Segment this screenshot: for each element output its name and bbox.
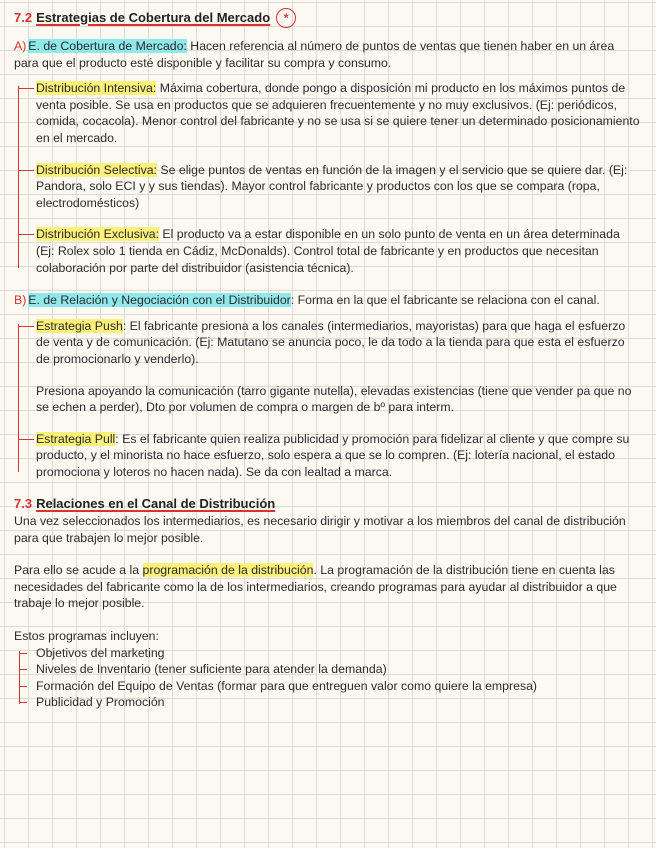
strategy-a-text: Hacen referencia al número de puntos de ventas que tienen haber en un área para que el producto esté disponible y facilitar su compra y consumo. — [14, 39, 615, 70]
strategy-a-intro — [14, 38, 640, 71]
programs-intro: Estos programas incluyen: — [14, 629, 159, 644]
section-7-3-heading — [14, 496, 640, 513]
programs-list — [14, 645, 640, 711]
strategy-a-letter: A) — [14, 39, 27, 53]
push-text: : El fabricante presiona a los canales (intermediarios, mayoristas) para que haga el esfuerzo de venta y de comunicación. (Ej: Matutano se anuncia poco, le da todo a la tienda para que esta el esfuerzo de promocionarlo y venderlo). — [36, 318, 626, 366]
coverage-strategies-list — [14, 80, 640, 276]
section-number: 7.3 — [14, 496, 33, 512]
strategy-b-label: E. de Relación y Negociación con el Distribuidor — [28, 293, 291, 308]
section-7-2-heading — [14, 8, 640, 28]
list-item — [36, 162, 640, 212]
item-text: El producto va a estar disponible en un solo punto de venta en un área determinada (Ej: Rolex solo 1 tienda en Cádiz, McDonalds). Control total de fabricante y en productos que necesitan colaboración por parte del distribuidor (asistencia técnica). — [36, 227, 620, 275]
section-title: Relaciones en el Canal de Distribución — [36, 496, 276, 512]
list-item: Niveles de Inventario (tener suficiente para atender la demanda) — [36, 661, 640, 678]
strategy-b-intro — [14, 292, 640, 309]
push-extra-paragraph: Presiona apoyando la comunicación (tarro gigante nutella), elevadas existencias (tiene que vender pa que no se echen a perder), Dto por volumen de compra o margen de bº para interm. — [36, 383, 632, 415]
list-item — [36, 318, 640, 368]
list-item: Objetivos del marketing — [36, 645, 640, 662]
paragraph-text: Para ello se acude a la — [14, 563, 143, 578]
item-label: Distribución Exclusiva: — [36, 227, 160, 242]
highlighted-term: programación de la distribución — [142, 563, 314, 578]
section-title: Estrategias de Cobertura del Mercado — [36, 9, 271, 25]
pull-text: : Es el fabricante quien realiza publicidad y promoción para fidelizar al cliente y que compre su producto, y el minorista no hace esfuerzo, solo espera a que se lo compren. (Ej: lotería nacional, el estado promociona y loteros no hacen nada). Se da con lealtad a marca. — [36, 431, 630, 479]
item-label: Distribución Selectiva: — [36, 162, 157, 177]
list-item: Publicidad y Promoción — [36, 694, 640, 711]
relationship-strategies-list — [14, 318, 640, 481]
item-text: Máxima cobertura, donde pongo a disposición mi producto en los máximos puntos de venta posible. Se usa en productos que se adquieren frecuentemente y no muy exclusivos. (Ej: periódicos, comida, cocacola). Menor control del fabricante y no se usa si se quiere tener un determinado posicionamiento en el mercado. — [36, 81, 640, 145]
strategy-b-text: : Forma en la que el fabricante se relaciona con el canal. — [290, 293, 600, 308]
strategy-a-label: E. de Cobertura de Mercado: — [28, 39, 187, 53]
paragraph-text: . La programación de la distribución tiene en cuenta las necesidades del fabricante como la de los intermediarios, creando programas para ayudar al distribuidor a que trabaje lo mejor posible. — [14, 563, 617, 611]
pull-label: Estrategia Pull — [36, 431, 116, 446]
list-item — [36, 80, 640, 146]
list-item — [36, 431, 640, 481]
notes-page — [14, 8, 640, 711]
section-7-3-paragraph-2 — [14, 562, 640, 612]
section-7-3-paragraph-1: Una vez seleccionados los intermediarios, es necesario dirigir y motivar a los miembros del canal de distribución para que trabajen lo mejor posible. — [14, 514, 626, 545]
strategy-b-letter: B) — [14, 293, 27, 308]
item-label: Distribución Intensiva: — [36, 81, 157, 96]
push-label: Estrategia Push — [36, 318, 123, 333]
item-text: Se elige puntos de ventas en función de la imagen y el servicio que se quiere dar. (Ej: Pandora, solo ECI y y sus tiendas). Mayor control fabricante y productos con los que se compara (ropa, electrodomésticos) — [36, 162, 628, 210]
section-number: 7.2 — [14, 9, 33, 25]
list-item — [36, 226, 640, 276]
asterisk-circle-icon: * — [276, 8, 296, 28]
list-item: Formación del Equipo de Ventas (formar para que entreguen valor como quiere la empresa) — [36, 678, 640, 695]
